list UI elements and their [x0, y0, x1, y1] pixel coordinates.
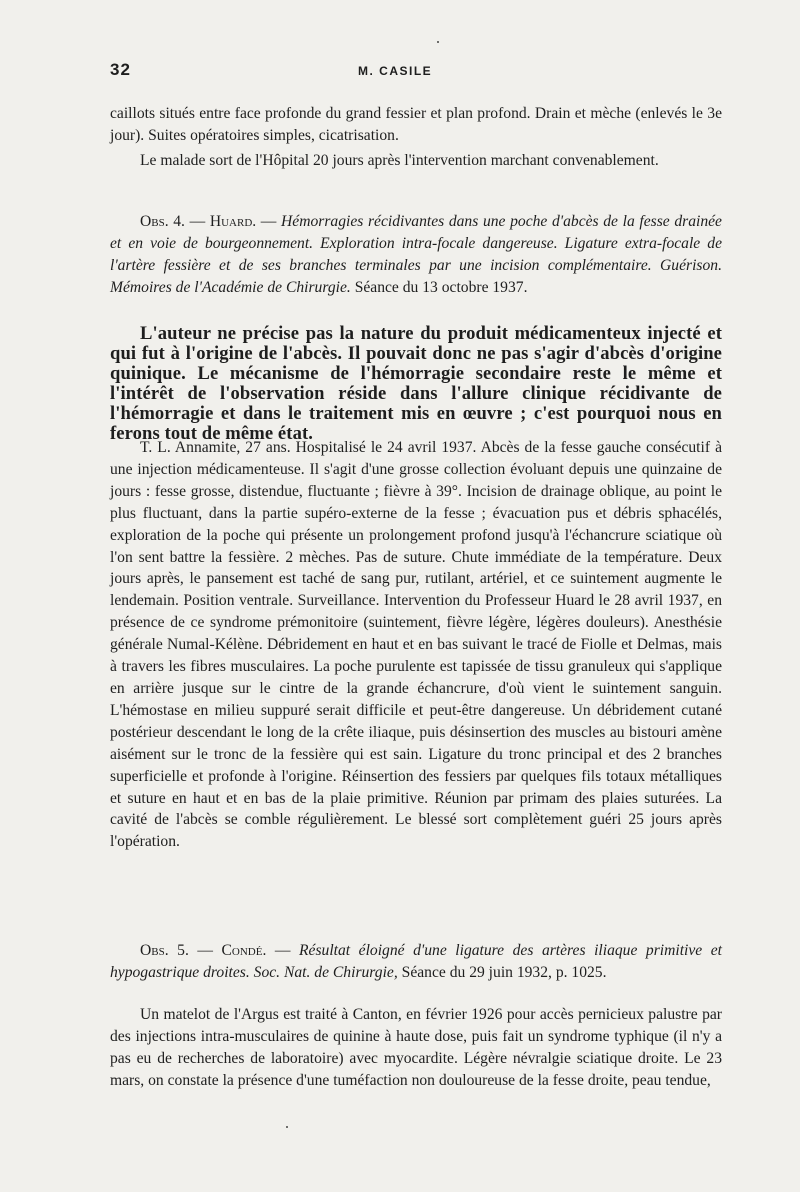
- observation-5-label: Obs. 5. — Condé. —: [140, 942, 300, 959]
- paragraph-continuation: caillots situés entre face profonde du grand fessier et plan profond. Drain et mèche (enlevés le 3e jour). Suites opératoires simples, cicatrisation.: [110, 105, 722, 144]
- observation-4-title: Hémorragies récidivantes dans une poche d'abcès de la fesse drainée et en voie de bourgeonnement. Exploration intra-focale dangereuse. Ligature extra-focale de l'artère fessière et de ses branches terminales par une incision complémentaire. Guérison. Mémoires de l'Académie de Chirurgie.: [110, 213, 722, 296]
- page-number: 32: [110, 60, 131, 79]
- paragraph-discharge: Le malade sort de l'Hôpital 20 jours après l'intervention marchant convenablement.: [140, 152, 659, 169]
- paragraph-sailor-case: Un matelot de l'Argus est traité à Canton, en février 1926 pour accès pernicieux palustre par des injections intra-musculaires de quinine à haute dose, puis fait un syndrome typhique (il n'y a pas eu de recherches de laboratoire) avec myocardite. Légère névralgie sciatique droite. Le 23 mars, on constate la présence d'une tuméfaction non douloureuse de la fesse droite, peau tendue,: [110, 1006, 722, 1089]
- page-header: [110, 60, 720, 86]
- running-head: M. CASILE: [358, 64, 433, 78]
- case-report: T. L. Annamite, 27 ans. Hospitalisé le 24 avril 1937. Abcès de la fesse gauche consécutif à une injection médicamenteuse. Il s'agit d'une grosse collection évoluant depuis une quinzaine de jours : fesse grosse, distendue, fluctuante ; fièvre à 39°. Incision de drainage oblique, au point le plus fluctuant, dans la partie supéro-externe de la fesse ; évacuation pus et débris sphacélés, exploration de la poche qui présente un prolongement profond jusqu'à l'échancrure sciatique où l'on sent battre la fessière. 2 mèches. Pas de suture. Chute immédiate de la température. Deux jours après, le pansement est taché de sang pur, rutilant, artériel, et ce suintement augmente le lendemain. Position ventrale. Surveillance. Intervention du Professeur Huard le 28 avril 1937, en présence de ce syndrome prémonitoire (suintement, fièvre légère, légères douleurs). Anesthésie générale Numal-Kélène. Débridement en haut et en bas suivant le tracé de Fiolle et Delmas, mais à travers les fibres musculaires. La poche purulente est tapissée de tissu granuleux qui s'applique en arrière jusque sur le cintre de la grande échancrure, d'où vient le suintement sanguin. L'hémostase en milieu suppuré serait difficile et peut-être dangereuse. Un débridement cutané postérieur descendant le long de la crête iliaque, puis désinsertion des muscles au bistouri amène aisément sur le tronc de la fessière qui est sain. Ligature du tronc principal et des 2 branches superficielle et profonde à l'origine. Réinsertion des fessiers par quelques fils totaux métalliques et suture en haut et en bas de la plaie primitive. Réunion par primam des plaies suturées. La cavité de l'abcès se comble régulièrement. Le blessé sort complètement guéri 25 jours après l'opération.: [110, 439, 722, 851]
- observation-5-title: Résultat éloigné d'une ligature des artères iliaque primitive et hypogastrique droites. Soc. Nat. de Chirurgie,: [110, 942, 723, 981]
- observation-5-heading: [110, 940, 722, 984]
- observation-4-label: Obs. 4. — Huard. —: [140, 213, 282, 230]
- observation-5-session: Séance du 29 juin 1932, p. 1025.: [397, 964, 607, 981]
- author-commentary: L'auteur ne précise pas la nature du produit médicamenteux injecté et qui fut à l'origine de l'abcès. Il pouvait donc ne pas s'agir d'abcès d'origine quinique. Le mécanisme de l'hémorragie secondaire reste le même et l'intérêt de l'observation réside dans l'allure clinique récidivante de l'hémorragie et dans le traitement mis en œuvre ; c'est pourquoi nous en ferons tout de même état.: [110, 323, 722, 444]
- print-speck: [286, 1126, 288, 1128]
- observation-4-session: Séance du 13 octobre 1937.: [350, 279, 528, 296]
- observation-4-heading: [110, 211, 722, 299]
- print-speck: [437, 41, 439, 43]
